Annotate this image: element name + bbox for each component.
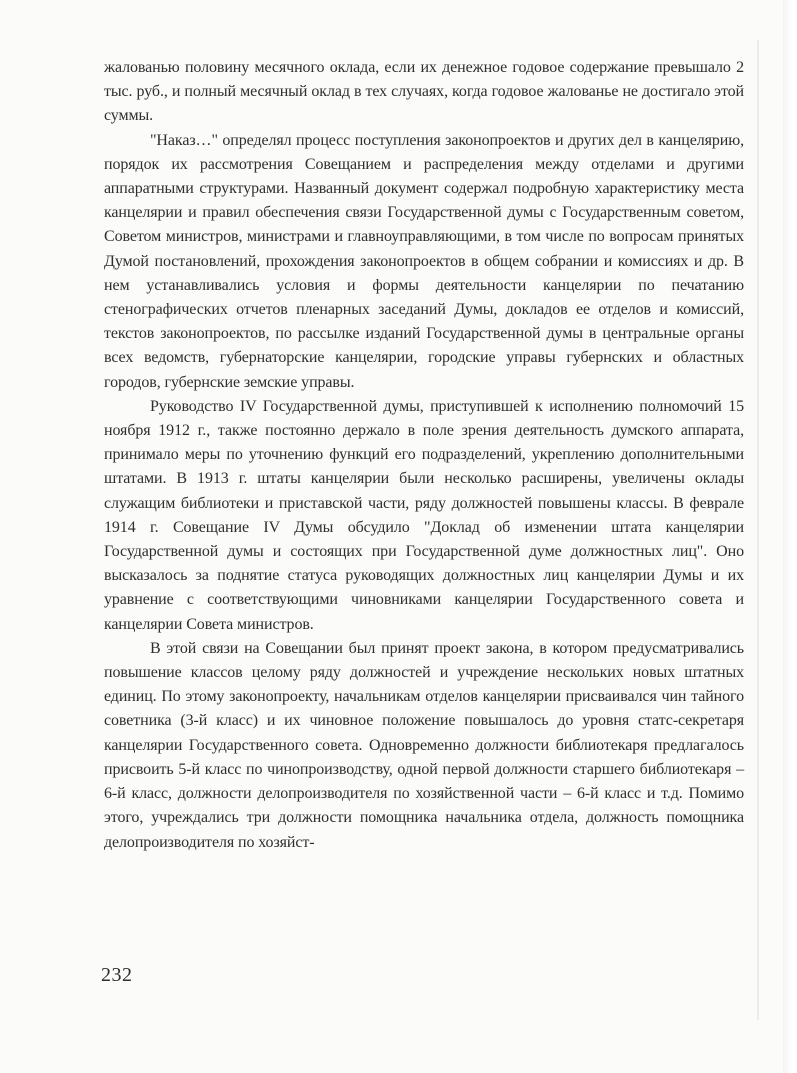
paragraph-draft-law: В этой связи на Совещании был принят проект закона, в котором предусматривались повышение классов целому ряду должностей и учреждение нескольких новых штатных единиц. По этому законопроекту, начальникам отделов канцелярии присваивался чин тайного советника (3-й класс) и их чиновное положение повышалось до уровня статс-секретаря канцелярии Государственного совета. Одновременно должности библиотекаря предлагалось присвоить 5-й класс по чинопроизводству, одной первой должности старшего библиотекаря – 6-й класс, должности делопроизводителя по хозяйственной части – 6-й класс и т.д. Помимо этого, учреждались три должности помощника начальника отдела, должность помощника делопроизводителя по хозяйст- <box>104 639 744 851</box>
scan-shadow <box>757 40 759 1020</box>
body-text <box>104 56 744 855</box>
paragraph-nakaz: "Наказ…" определял процесс поступления законопроектов и других дел в канцелярию, порядок их рассмотрения Совещанием и распределения между отделами и другими аппаратными структурами. Названный документ содержал подробную характеристику места канцелярии и правил обеспечения связи Государственной думы с Государственным советом, Советом министров, министрами и главноуправляющими, в том числе по вопросам принятых Думой постановлений, прохождения законопроектов в общем собрании и комиссиях и др. В нем устанавливались условия и формы деятельности канцелярии по печатанию стенографических отчетов пленарных заседаний Думы, докладов ее отделов и комиссий, текстов законопроектов, по рассылке изданий Государственной думы в центральные органы всех ведомств, губернаторские канцелярии, городские управы губернских и областных городов, губернские земские управы. <box>104 131 744 391</box>
paragraph-continuation: жалованью половину месячного оклада, если их денежное годовое содержание превышало 2 тыс. руб., и полный месячный оклад в тех случаях, когда годовое жалованье не достигало этой суммы. <box>104 59 744 125</box>
paragraph-fourth-duma: Руководство IV Государственной думы, приступившей к исполнению полномочий 15 ноября 1912 г., также постоянно держало в поле зрения деятельность думского аппарата, принимало меры по уточнению функций его подразделений, укреплению дополнительными штатами. В 1913 г. штаты канцелярии были несколько расширены, увеличены оклады служащим библиотеки и приставской части, ряду должностей повышены классы. В феврале 1914 г. Совещание IV Думы обсудило "Доклад об изменении штата канцелярии Государственной думы и состоящих при Государственной думе должностных лиц". Оно высказалось за поднятие статуса руководящих должностных лиц канцелярии Думы и их уравнение с соответствующими чиновниками канцелярии Государственного совета и канцелярии Совета министров. <box>104 397 744 633</box>
page-number: 232 <box>101 964 133 986</box>
page-edge <box>783 0 797 1073</box>
